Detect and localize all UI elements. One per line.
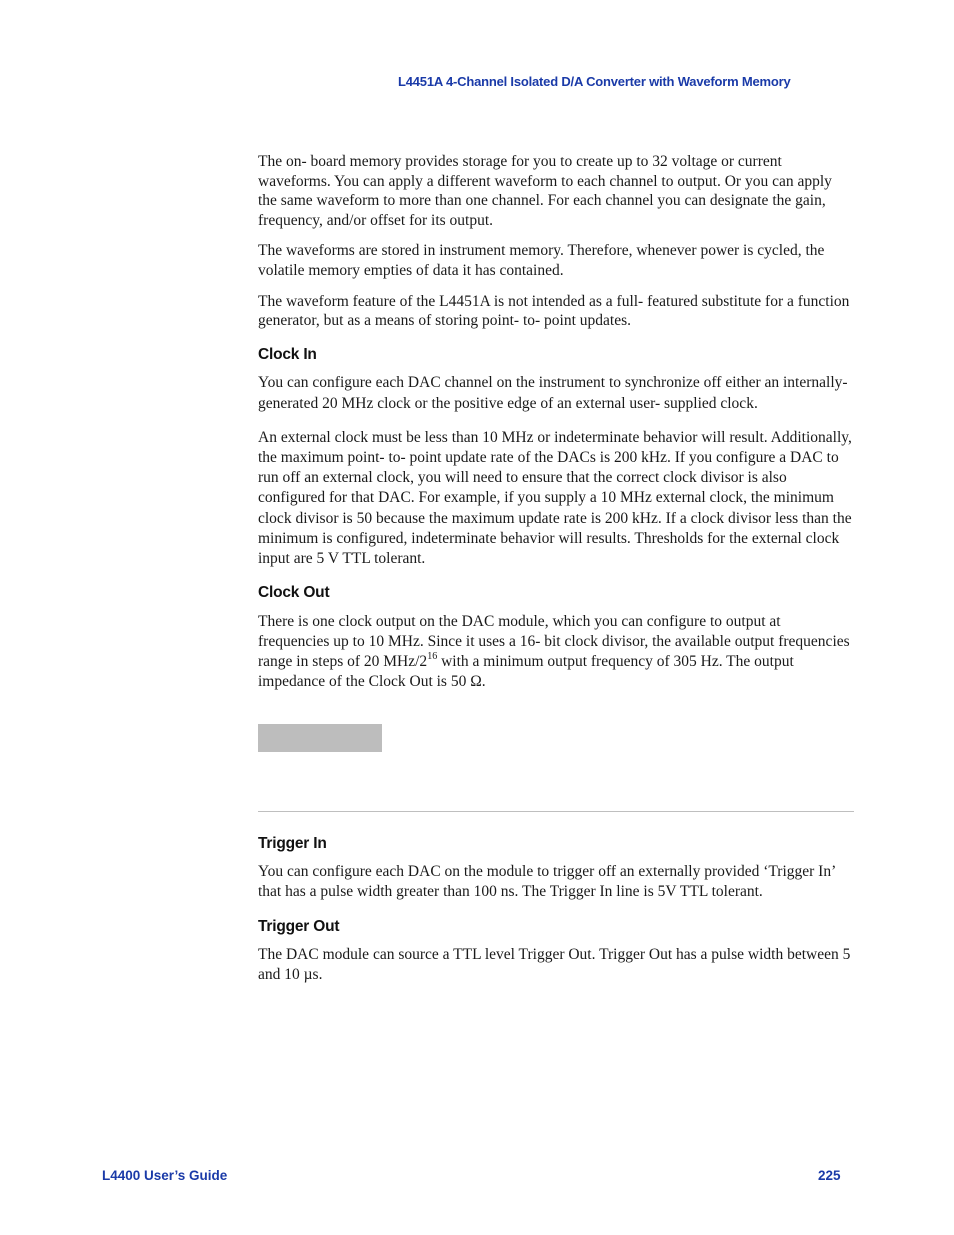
trigger-in-heading: Trigger In — [258, 834, 327, 852]
intro-paragraph-1: The on- board memory provides storage for you to create up to 32 voltage or current waveforms. You can apply a different waveform to each channel to output. Or you can apply the same waveform to more than one channel. For each channel you can designate the gain, frequency, and/or offset for its output. — [258, 153, 832, 229]
clock-out-exponent: 16 — [427, 651, 438, 663]
trigger-in-paragraph: You can configure each DAC on the module to trigger off an externally provided ‘Trigger In’ that has a pulse width greater than 100 ns. The Trigger In line is 5V TTL tolerant. — [258, 863, 836, 901]
page-content — [258, 152, 854, 1000]
trigger-out-paragraph: The DAC module can source a TTL level Trigger Out. Trigger Out has a pulse width between 5 and 10 µs. — [258, 946, 851, 984]
running-header: L4451A 4-Channel Isolated D/A Converter with Waveform Memory — [398, 74, 791, 89]
clock-in-paragraph-1: You can configure each DAC channel on the instrument to synchronize off either an internally- generated 20 MHz clock or the positive edge of an external user- supplied clock. — [258, 374, 848, 412]
clock-in-heading: Clock In — [258, 345, 317, 363]
clock-out-text-b: with a minimum output frequency of 305 Hz. The output impedance of the Clock Out is 50 Ω. — [258, 653, 794, 691]
intro-paragraph-3: The waveform feature of the L4451A is not intended as a full- featured substitute for a function generator, but as a means of storing point- to- point updates. — [258, 292, 850, 330]
note-divider — [258, 811, 854, 812]
footer-guide-title: L4400 User’s Guide — [102, 1168, 228, 1183]
intro-paragraph-2: The waveforms are stored in instrument memory. Therefore, whenever power is cycled, the volatile memory empties of data it has contained. — [258, 242, 825, 279]
trigger-out-heading: Trigger Out — [258, 917, 340, 935]
clock-out-text-a: There is one clock output on the DAC module, which you can configure to output at frequencies up to 10 MHz. Since it uses a 16- bit clock divisor, the available output frequencies range in steps of 20 MHz/2 — [258, 612, 850, 671]
note-bar — [258, 724, 382, 752]
clock-out-heading: Clock Out — [258, 584, 330, 602]
clock-out-paragraph — [258, 612, 854, 693]
clock-in-paragraph-2: An external clock must be less than 10 MHz or indeterminate behavior will result. Additionally, the maximum point- to- point update rate of the DACs is 200 kHz. If you configure a DAC to run off an external clock, you will need to ensure that the correct clock divisor is also configured for that DAC. For example, if you supply a 10 MHz external clock, the minimum clock divisor is 50 because the maximum update rate is 200 kHz. If a clock divisor less than the minimum is configured, indeterminate behavior will results. Thresholds for the external clock input are 5 V TTL tolerant. — [258, 428, 852, 567]
footer-page-number: 225 — [818, 1168, 841, 1183]
